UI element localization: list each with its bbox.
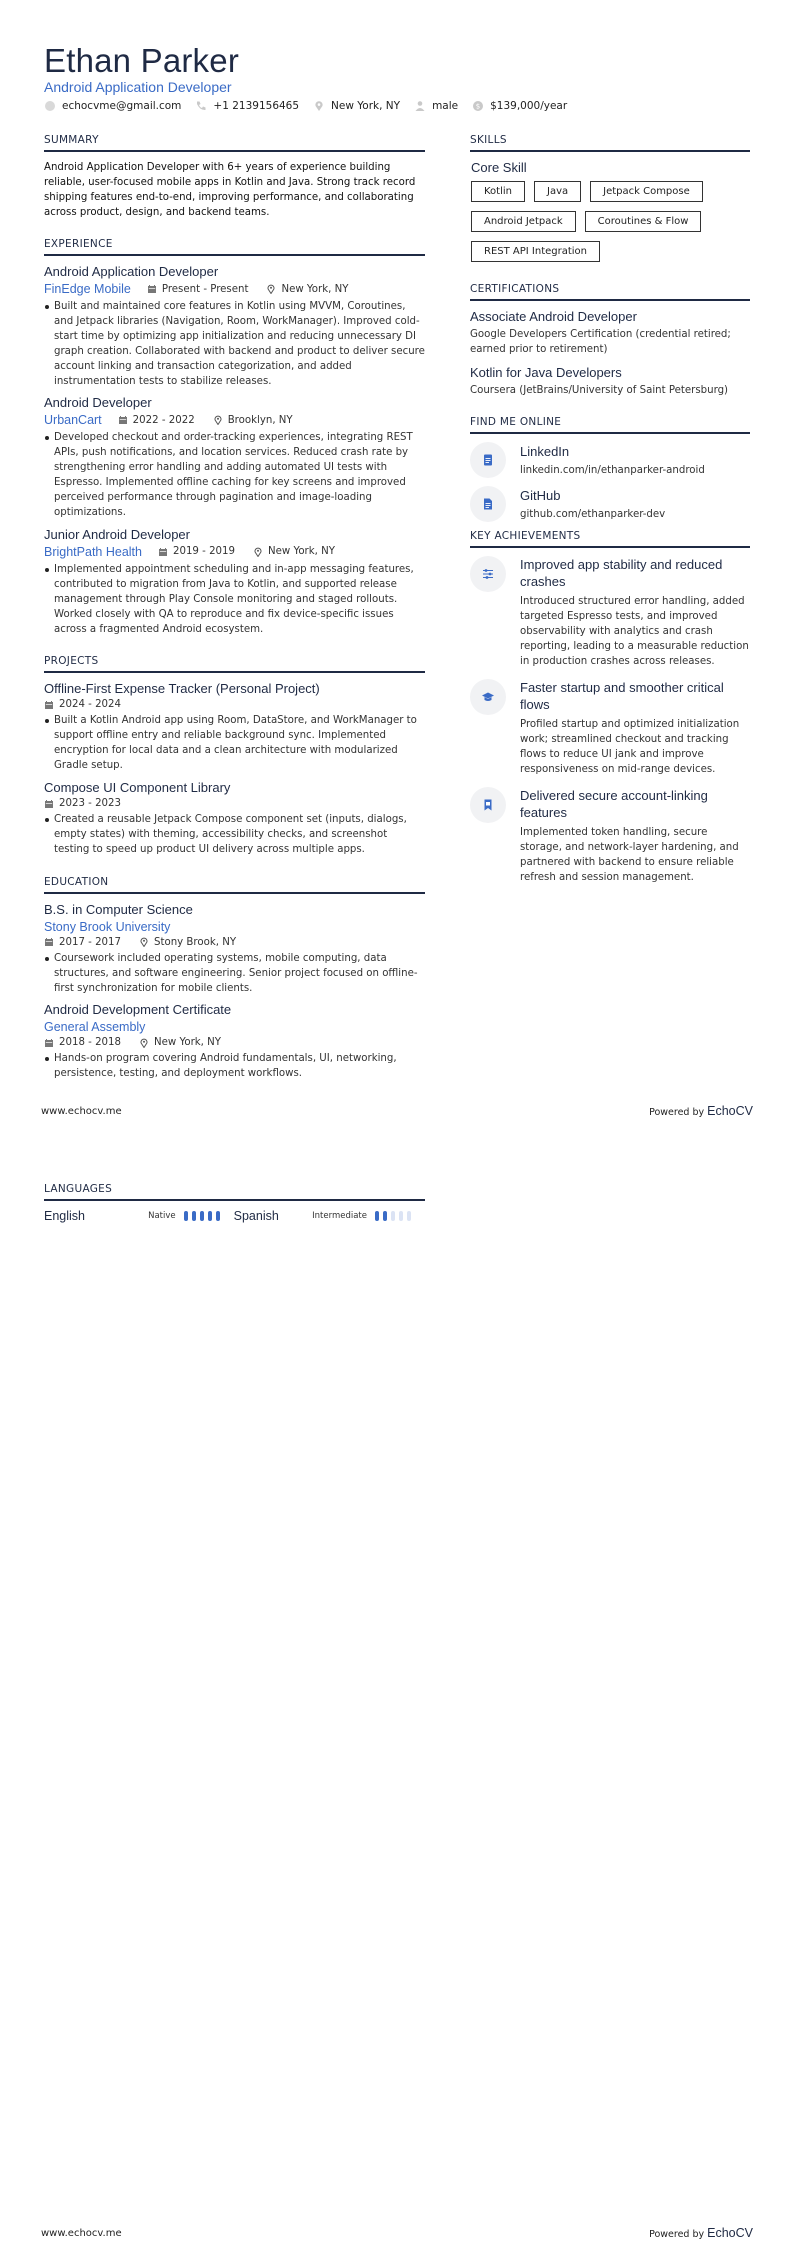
job-title: Junior Android Developer (44, 526, 190, 542)
language-level: Native (148, 1211, 176, 1221)
certifications-heading: CERTIFICATIONS (470, 283, 750, 301)
language-name: Spanish (233, 1209, 279, 1223)
job-location: New York, NY (253, 546, 335, 557)
project-title: Offline-First Expense Tracker (Personal Project) (44, 681, 320, 697)
powered-by: Powered by EchoCV (649, 2226, 753, 2240)
job-meta (44, 282, 425, 296)
degree-title: B.S. in Computer Science (44, 901, 193, 917)
company-name: BrightPath Health (44, 544, 142, 559)
contact-bar (44, 100, 581, 112)
job-meta (44, 545, 425, 559)
job-bullet: Implemented appointment scheduling and in-app messaging features, contributed to migration from Java to Kotlin, and supported release management through Play Console monitoring and staged rollouts. Worked closely with QA to reproduce and fix device-specific issues across a fragmented Android ecosystem. (44, 563, 425, 638)
experience-section (44, 238, 425, 637)
project-dates: 2024 - 2024 (44, 699, 121, 710)
cert-desc: Coursera (JetBrains/University of Saint Petersburg) (470, 385, 729, 396)
languages-row (44, 1209, 425, 1223)
location-icon (213, 415, 223, 425)
achievements-heading: KEY ACHIEVEMENTS (470, 530, 750, 548)
skill-tag: REST API Integration (471, 241, 600, 262)
online-github[interactable] (470, 486, 750, 522)
document-icon (470, 442, 506, 478)
company-name: FinEdge Mobile (44, 282, 131, 296)
contact-salary-text: $139,000/year (490, 100, 568, 112)
education-location: Stony Brook, NY (139, 937, 236, 948)
skill-tags (470, 181, 750, 271)
skills-subheading: Core Skill (471, 160, 527, 175)
rating-bar (200, 1211, 204, 1221)
project-item (44, 681, 425, 774)
online-section (470, 416, 750, 522)
language-level: Intermediate (312, 1211, 367, 1221)
online-name: GitHub (520, 488, 561, 503)
achievement-item (470, 556, 750, 669)
contact-phone-text: +1 2139156465 (213, 100, 300, 112)
job-bullet: Built and maintained core features in Kotlin using MVVM, Coroutines, and Jetpack libraries (Navigation, Room, WorkManager). Improved cold-start time by optimizing app initialization and reducing unnecessary DI graph creation. Collaborated with backend and product to deliver secure account linking and transaction categorization, and added instrumentation tests to stabilize releases. (44, 300, 425, 389)
education-heading: EDUCATION (44, 876, 425, 894)
skills-section (470, 134, 750, 271)
location-icon (139, 937, 149, 947)
online-name: LinkedIn (520, 444, 570, 459)
experience-item (44, 527, 425, 638)
location-icon (313, 100, 325, 112)
brand-logo: EchoCV (707, 1104, 753, 1118)
location-icon (253, 547, 263, 557)
rating-bar (208, 1211, 212, 1221)
bookmark-icon (470, 787, 506, 823)
document-icon (470, 486, 506, 522)
language-rating (184, 1211, 224, 1221)
job-location: Brooklyn, NY (213, 415, 293, 426)
languages-section (44, 1183, 425, 1223)
languages-heading: LANGUAGES (44, 1183, 425, 1201)
certifications-section (470, 283, 750, 398)
education-item (44, 902, 425, 997)
calendar-icon (147, 284, 157, 294)
online-linkedin[interactable] (470, 442, 750, 478)
education-meta (44, 1037, 425, 1048)
contact-salary (472, 100, 567, 112)
project-dates: 2023 - 2023 (44, 798, 121, 809)
summary-text: Android Application Developer with 6+ years of experience building reliable, user-focused mobile apps in Kotlin and Java. Strong track record shipping features end-to-end, improving performance, and collaborating across product, design, and backend teams. (44, 162, 416, 218)
achievement-desc: Implemented token handling, secure storage, and network-layer hardening, and partnered with backend to ensure reliable refresh and session management. (520, 827, 739, 883)
calendar-icon (44, 937, 54, 947)
footer-url[interactable]: www.echocv.me (41, 1105, 122, 1117)
experience-heading: EXPERIENCE (44, 238, 425, 256)
skill-tag: Jetpack Compose (590, 181, 703, 202)
graduation-cap-icon (470, 679, 506, 715)
job-location: New York, NY (266, 284, 348, 295)
skills-heading: SKILLS (470, 134, 750, 152)
education-item (44, 1002, 425, 1082)
candidate-name: Ethan Parker (44, 42, 240, 79)
rating-bar (184, 1211, 188, 1221)
rating-bar (192, 1211, 196, 1221)
contact-email-text: echocvme@gmail.com (62, 100, 182, 112)
cert-desc: Google Developers Certification (credential retired; earned prior to retirement) (470, 329, 731, 355)
skill-tag: Kotlin (471, 181, 525, 202)
location-icon (139, 1038, 149, 1048)
degree-title: Android Development Certificate (44, 1002, 232, 1018)
rating-bar (216, 1211, 220, 1221)
rating-bar (399, 1211, 403, 1221)
person-icon (414, 100, 426, 112)
experience-item (44, 395, 425, 520)
project-meta (44, 798, 425, 809)
rating-bar (407, 1211, 411, 1221)
right-column (470, 134, 750, 895)
calendar-icon (158, 547, 168, 557)
language-name: English (44, 1209, 85, 1223)
education-location: New York, NY (139, 1037, 221, 1048)
job-bullet: Developed checkout and order-tracking experiences, integrating REST APIs, push notifications, and location services. Reduced crash rate by strengthening error handling and adding automated UI tests with Espresso. Implemented offline caching for key screens and improved perceived performance through pagination and image-loading optimizations. (44, 431, 425, 520)
achievement-desc: Profiled startup and optimized initialization work; streamlined checkout and tracking flows to reduce UI jank and improve responsiveness on mid-range devices. (520, 719, 740, 775)
achievement-item (470, 679, 750, 777)
brand-logo: EchoCV (707, 2226, 753, 2240)
projects-section (44, 655, 425, 857)
contact-gender-text: male (432, 100, 459, 112)
phone-icon (195, 100, 207, 112)
education-section (44, 876, 425, 1083)
education-bullet: Coursework included operating systems, mobile computing, data structures, and software engineering. Senior project focused on offline-first synchronization for mobile clients. (44, 952, 425, 997)
powered-by: Powered by EchoCV (649, 1104, 753, 1118)
sliders-icon (470, 556, 506, 592)
education-dates: 2017 - 2017 (44, 937, 121, 948)
contact-phone[interactable] (195, 100, 299, 112)
calendar-icon (44, 1038, 54, 1048)
left-column (44, 134, 425, 1082)
achievement-title: Faster startup and smoother critical flows (520, 680, 724, 712)
summary-heading: SUMMARY (44, 134, 425, 152)
language-rating (375, 1211, 415, 1221)
job-meta (44, 413, 425, 427)
svg-text:$: $ (475, 102, 481, 111)
project-item (44, 780, 425, 858)
education-dates: 2018 - 2018 (44, 1037, 121, 1048)
project-meta (44, 699, 425, 710)
project-title: Compose UI Component Library (44, 780, 231, 796)
footer-url[interactable]: www.echocv.me (41, 2227, 122, 2239)
online-heading: FIND ME ONLINE (470, 416, 750, 434)
contact-email[interactable] (44, 100, 181, 112)
job-dates: Present - Present (147, 284, 249, 295)
experience-item (44, 264, 425, 389)
money-icon (472, 100, 484, 112)
rating-bar (391, 1211, 395, 1221)
rating-bar (375, 1211, 379, 1221)
page-footer (41, 1104, 753, 1118)
at-icon (44, 100, 56, 112)
contact-gender (414, 100, 458, 112)
location-icon (266, 284, 276, 294)
achievements-section (470, 530, 750, 885)
summary-section (44, 134, 425, 220)
achievement-desc: Introduced structured error handling, added targeted Espresso tests, and improved observability with analytics and crash reporting, leading to a measurable reduction in production crashes across releases. (520, 596, 749, 667)
education-bullet: Hands-on program covering Android fundamentals, UI, networking, persistence, testing, and deployment workflows. (44, 1052, 425, 1082)
contact-location (313, 100, 400, 112)
company-name: UrbanCart (44, 413, 102, 428)
achievement-item (470, 787, 750, 885)
skill-tag: Java (534, 181, 581, 202)
skill-tag: Coroutines & Flow (585, 211, 702, 232)
skill-tag: Android Jetpack (471, 211, 576, 232)
contact-location-text: New York, NY (331, 100, 401, 112)
job-title: Android Application Developer (44, 264, 219, 279)
page-footer (41, 2226, 753, 2240)
school-name: General Assembly (44, 1020, 146, 1035)
job-dates: 2022 - 2022 (118, 415, 195, 426)
candidate-title: Android Application Developer (44, 79, 232, 95)
online-url[interactable]: github.com/ethanparker-dev (520, 509, 666, 520)
project-bullet: Built a Kotlin Android app using Room, DataStore, and WorkManager to support offline entry and reliable background sync. Implemented encryption for local data and a clean architecture with modularized Gradle setup. (44, 714, 425, 774)
job-dates: 2019 - 2019 (158, 546, 235, 557)
school-name: Stony Brook University (44, 919, 171, 934)
calendar-icon (118, 415, 128, 425)
job-title: Android Developer (44, 395, 152, 411)
calendar-icon (44, 700, 54, 710)
project-bullet: Created a reusable Jetpack Compose component set (inputs, dialogs, empty states) with theming, accessibility checks, and screenshot testing to speed up product UI delivery across multiple apps. (44, 813, 425, 858)
achievement-title: Delivered secure account-linking features (520, 788, 708, 820)
rating-bar (383, 1211, 387, 1221)
education-meta (44, 937, 425, 948)
cert-title: Associate Android Developer (470, 309, 637, 324)
online-url[interactable]: linkedin.com/in/ethanparker-android (520, 465, 705, 476)
projects-heading: PROJECTS (44, 655, 425, 673)
cert-title: Kotlin for Java Developers (470, 365, 622, 380)
achievement-title: Improved app stability and reduced crashes (520, 557, 723, 589)
calendar-icon (44, 799, 54, 809)
